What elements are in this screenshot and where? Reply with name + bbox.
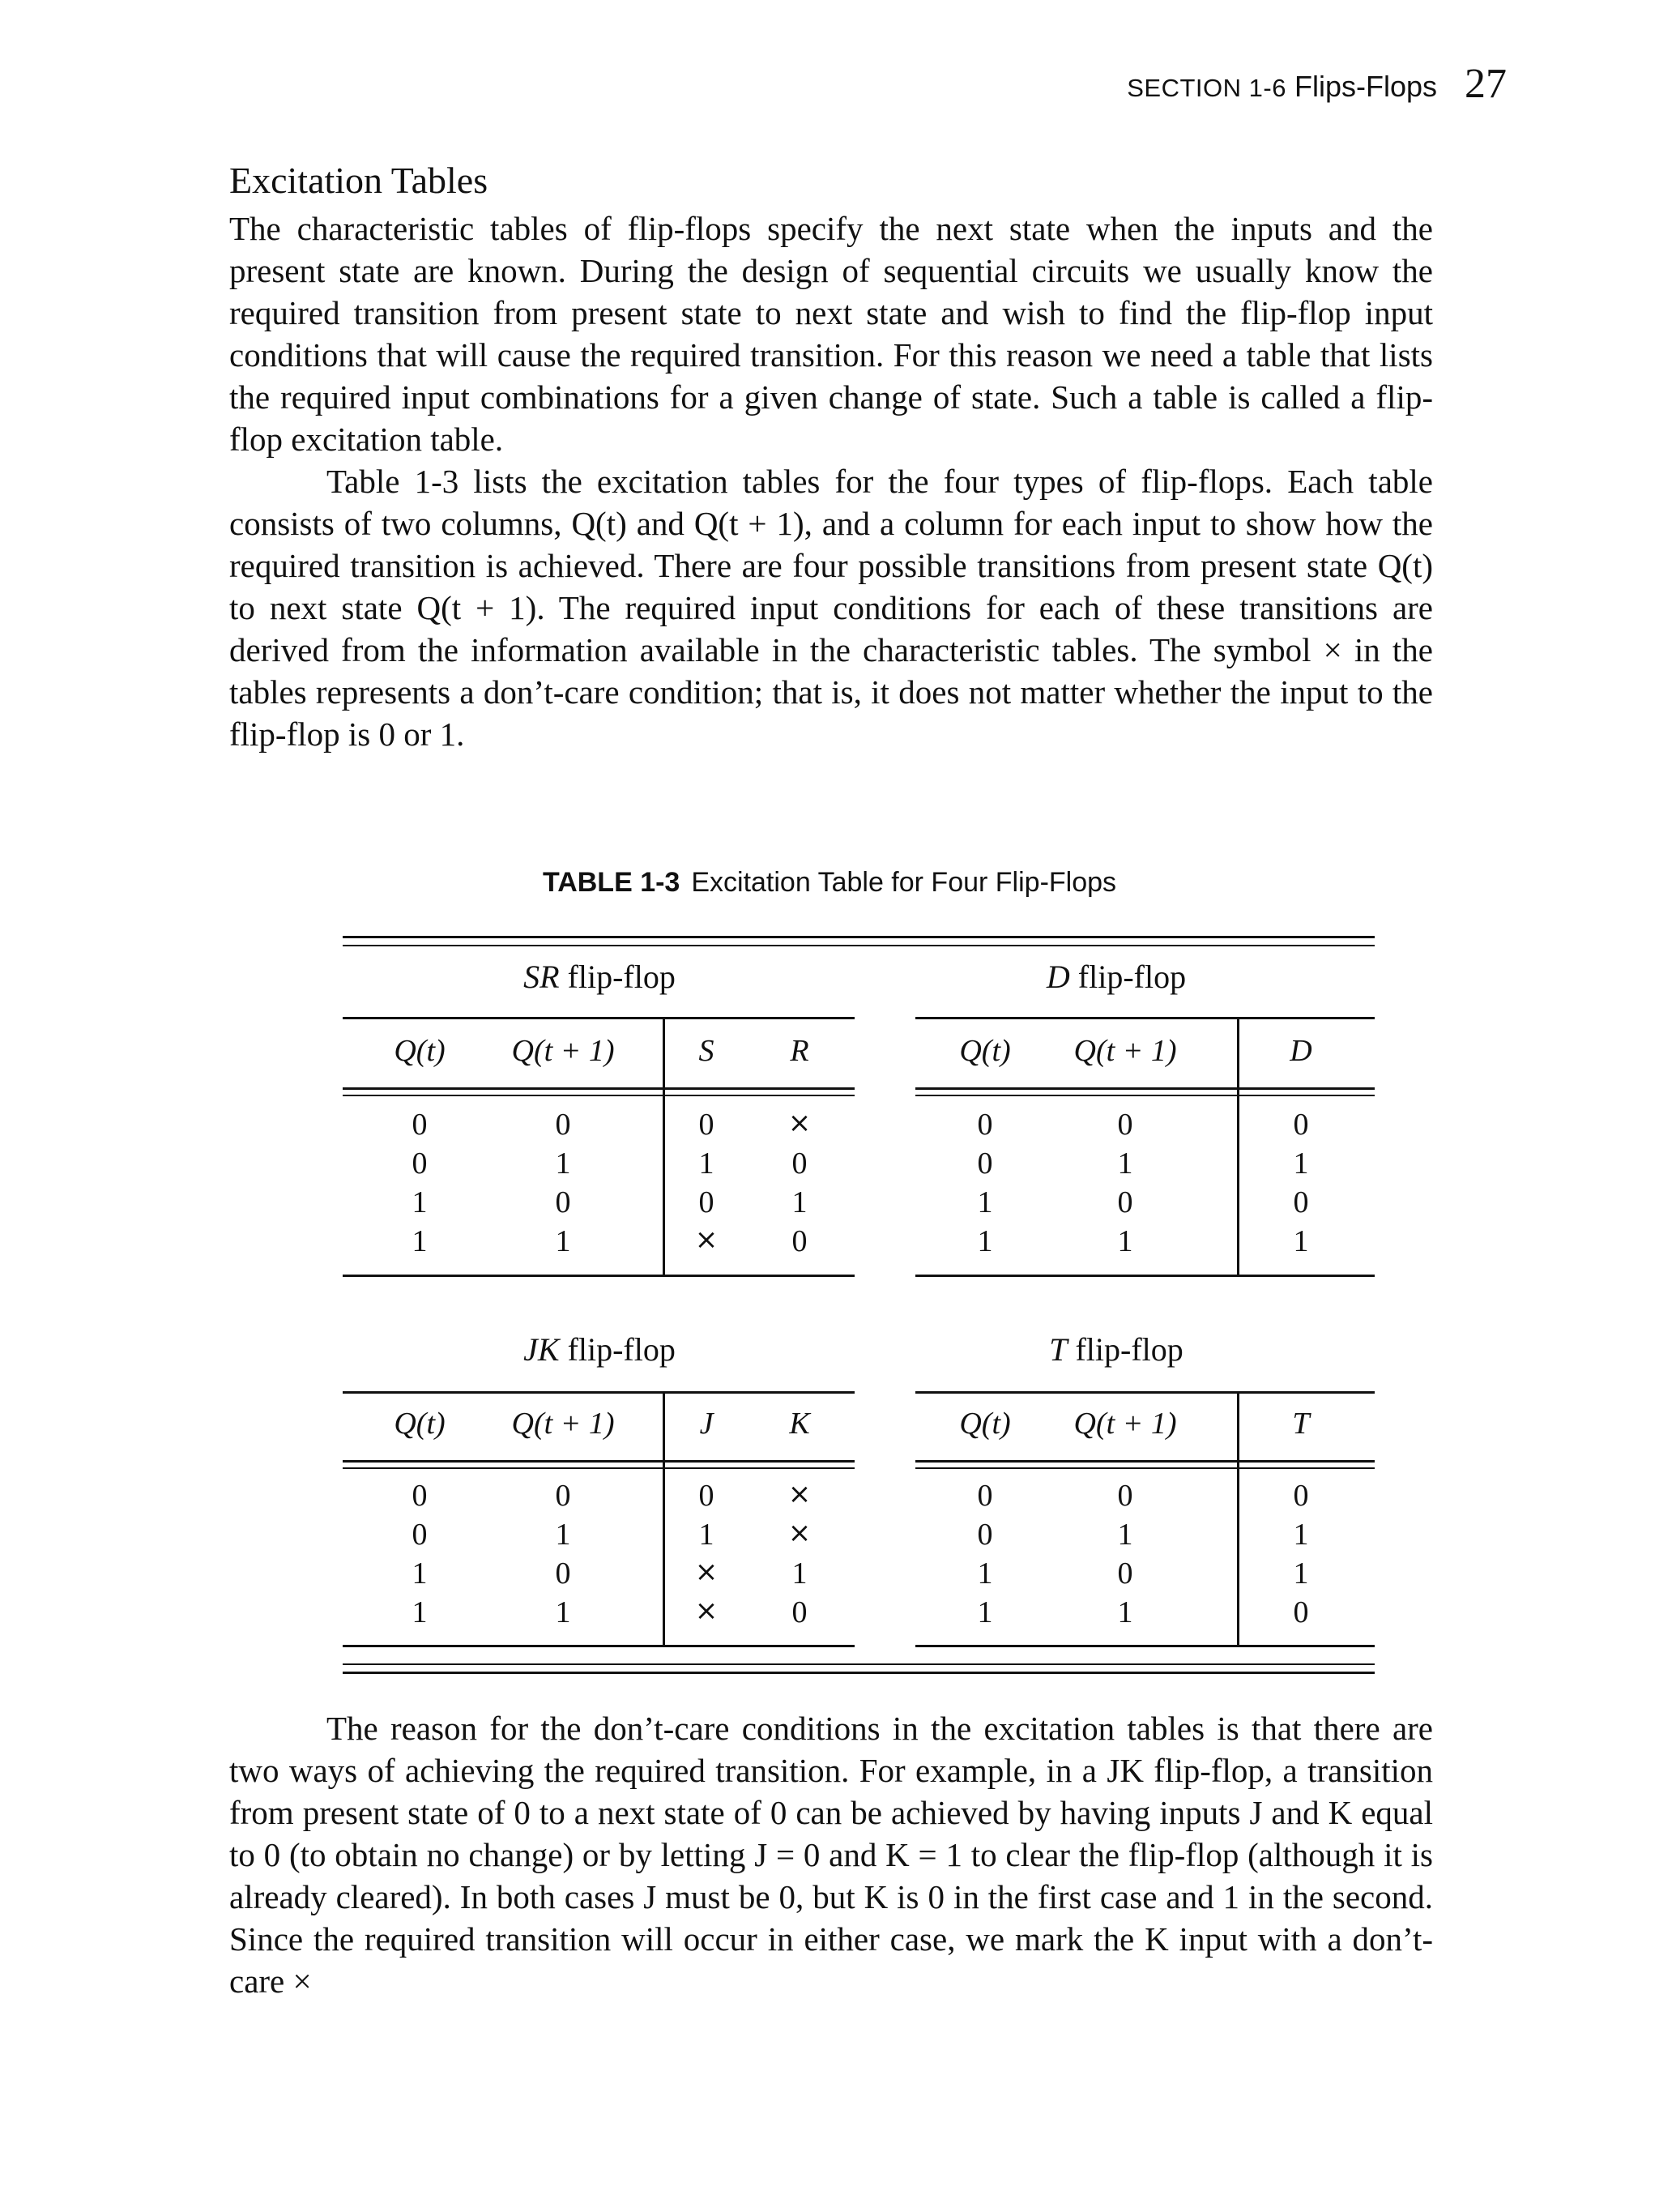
d-table-title-var: D	[1046, 959, 1070, 995]
t-table-cell-r0-c1: 0	[1117, 1479, 1133, 1513]
sr-table-cell-r0-c0: 0	[412, 1108, 428, 1142]
jk-table-title-rest: flip-flop	[559, 1331, 676, 1368]
sr-table-cell-r0-c3: ×	[787, 1107, 812, 1139]
jk-table-cell-r3-c2: ×	[694, 1595, 719, 1627]
t-table-title	[1049, 1330, 1183, 1369]
jk-table-column-divider	[663, 1391, 665, 1645]
t-table-header-2: T	[1292, 1407, 1310, 1441]
sr-table-column-divider	[663, 1017, 665, 1275]
t-table-header-bottom-rule-2	[915, 1467, 1375, 1469]
d-table-header-2: D	[1290, 1034, 1312, 1068]
jk-table-cell-r3-c0: 1	[412, 1595, 428, 1629]
d-table-cell-r2-c0: 1	[977, 1185, 993, 1219]
t-table-header-0: Q(t)	[959, 1407, 1011, 1441]
sr-table-cell-r2-c3: 1	[791, 1185, 808, 1219]
jk-table-cell-r2-c2: ×	[694, 1556, 719, 1588]
t-table-cell-r3-c1: 1	[1117, 1595, 1133, 1629]
jk-table-cell-r2-c3: 1	[791, 1557, 808, 1591]
sr-table-cell-r1-c3: 0	[791, 1147, 808, 1181]
jk-table-header-top-rule	[343, 1391, 855, 1394]
t-table-bottom-rule	[915, 1645, 1375, 1647]
d-table-cell-r0-c0: 0	[977, 1108, 993, 1142]
jk-table-cell-r0-c3: ×	[787, 1478, 812, 1510]
sr-table-header-0: Q(t)	[394, 1034, 446, 1068]
jk-table-header-bottom-rule-2	[343, 1467, 855, 1469]
d-table-header-1: Q(t + 1)	[1073, 1034, 1177, 1068]
t-table-header-top-rule	[915, 1391, 1375, 1394]
table-caption-text: Excitation Table for Four Flip-Flops	[691, 867, 1117, 898]
d-table-cell-r3-c0: 1	[977, 1224, 993, 1258]
jk-table-header-3: K	[789, 1407, 810, 1441]
d-table-cell-r2-c2: 0	[1293, 1185, 1309, 1219]
jk-table-header-2: J	[699, 1407, 714, 1441]
sr-table-cell-r3-c1: 1	[555, 1224, 571, 1258]
sr-table-cell-r3-c0: 1	[412, 1224, 428, 1258]
jk-table-cell-r3-c3: 0	[791, 1595, 808, 1629]
sr-table-cell-r2-c1: 0	[555, 1185, 571, 1219]
jk-table-header-1: Q(t + 1)	[511, 1407, 615, 1441]
jk-table-title	[523, 1330, 676, 1369]
section-heading: Excitation Tables	[229, 160, 488, 201]
d-table-column-divider	[1237, 1017, 1239, 1275]
sr-table-cell-r1-c1: 1	[555, 1147, 571, 1181]
jk-table-cell-r2-c0: 1	[412, 1557, 428, 1591]
table-bottom-rule-2	[343, 1672, 1375, 1674]
jk-table-cell-r1-c2: 1	[698, 1518, 714, 1552]
sr-table-cell-r1-c2: 1	[698, 1147, 714, 1181]
intro-text	[229, 207, 1433, 755]
jk-table-cell-r0-c2: 0	[698, 1479, 714, 1513]
d-table-title	[1047, 958, 1186, 996]
jk-table-header-0: Q(t)	[394, 1407, 446, 1441]
jk-table-cell-r1-c3: ×	[787, 1517, 812, 1549]
d-table-cell-r2-c1: 0	[1117, 1185, 1133, 1219]
jk-table-cell-r0-c0: 0	[412, 1479, 428, 1513]
jk-table-bottom-rule	[343, 1645, 855, 1647]
sr-table-header-top-rule	[343, 1017, 855, 1019]
section-running-title: Flips-Flops	[1294, 70, 1437, 103]
paragraph-1: The characteristic tables of flip-flops specify the next state when the inputs and the present state are known. During the design of sequential circuits we usually know the required transition from present state to next state and wish to find the flip-flop input conditions that will cause the required transition. For this reason we need a table that lists the required input combinations for a given change of state. Such a table is called a flip-flop excitation table.	[229, 210, 1433, 458]
table-caption-label: TABLE 1-3	[542, 867, 680, 898]
t-table-column-divider	[1237, 1391, 1239, 1645]
paragraph-3: The reason for the don’t-care conditions in the excitation tables is that there are two ways of achieving the required transition. For example, in a JK flip-flop, a transition from present state of 0 to a next state of 0 can be achieved by having inputs J and K equal to 0 (to obtain no change) or by letting J = 0 and K = 1 to clear the flip-flop (although it is already cleared). In both cases J must be 0, but K is 0 in the first case and 1 in the second. Since the required transition will occur in either case, we mark the K input with a don’t-care ×	[229, 1710, 1433, 2000]
t-table-title-var: T	[1049, 1331, 1068, 1368]
reason-text	[229, 1707, 1433, 2002]
sr-table-header-bottom-rule-1	[343, 1087, 855, 1090]
sr-table-cell-r2-c0: 1	[412, 1185, 428, 1219]
t-table-cell-r1-c1: 1	[1117, 1518, 1133, 1552]
jk-table-cell-r3-c1: 1	[555, 1595, 571, 1629]
sr-table-cell-r0-c1: 0	[555, 1108, 571, 1142]
t-table-cell-r0-c0: 0	[977, 1479, 993, 1513]
t-table-header-bottom-rule-1	[915, 1460, 1375, 1463]
d-table-cell-r0-c2: 0	[1293, 1108, 1309, 1142]
jk-table-cell-r1-c1: 1	[555, 1518, 571, 1552]
t-table-cell-r1-c0: 0	[977, 1518, 993, 1552]
sr-table-cell-r3-c3: 0	[791, 1224, 808, 1258]
t-table-cell-r0-c2: 0	[1293, 1479, 1309, 1513]
d-table-header-bottom-rule-2	[915, 1095, 1375, 1096]
t-table-cell-r3-c0: 1	[977, 1595, 993, 1629]
jk-table-title-var: JK	[523, 1331, 560, 1368]
sr-table-header-1: Q(t + 1)	[511, 1034, 615, 1068]
t-table-cell-r2-c0: 1	[977, 1557, 993, 1591]
page-number: 27	[1465, 61, 1507, 107]
jk-table-cell-r0-c1: 0	[555, 1479, 571, 1513]
sr-table-title-rest: flip-flop	[559, 959, 676, 995]
t-table-cell-r2-c1: 0	[1117, 1557, 1133, 1591]
jk-table-cell-r2-c1: 0	[555, 1557, 571, 1591]
d-table-cell-r3-c2: 1	[1293, 1224, 1309, 1258]
sr-table-cell-r2-c2: 0	[698, 1185, 714, 1219]
sr-table-title	[523, 958, 676, 996]
sr-table-cell-r1-c0: 0	[412, 1147, 428, 1181]
jk-table-cell-r1-c0: 0	[412, 1518, 428, 1552]
paragraph-2: Table 1-3 lists the excitation tables for the four types of flip-flops. Each table consists of two columns, Q(t) and Q(t + 1), and a column for each input to show how the required transition is achieved. There are four possible transitions from present state Q(t) to next state Q(t + 1). The required input conditions for each of these transitions are derived from the information available in the characteristic tables. The symbol × in the tables represents a don’t-care condition; that is, it does not matter whether the input to the flip-flop is 0 or 1.	[229, 463, 1433, 753]
d-table-header-top-rule	[915, 1017, 1375, 1019]
table-top-rule-2	[343, 945, 1375, 946]
sr-table-header-3: R	[790, 1034, 809, 1068]
d-table-cell-r1-c0: 0	[977, 1147, 993, 1181]
sr-table-bottom-rule	[343, 1275, 855, 1277]
d-table-title-rest: flip-flop	[1069, 959, 1187, 995]
d-table-cell-r3-c1: 1	[1117, 1224, 1133, 1258]
sr-table-title-var: SR	[523, 959, 560, 995]
t-table-header-1: Q(t + 1)	[1073, 1407, 1177, 1441]
d-table-cell-r0-c1: 0	[1117, 1108, 1133, 1142]
d-table-cell-r1-c1: 1	[1117, 1147, 1133, 1181]
sr-table-cell-r0-c2: 0	[698, 1108, 714, 1142]
d-table-header-bottom-rule-1	[915, 1087, 1375, 1090]
table-caption	[0, 867, 1659, 899]
d-table-cell-r1-c2: 1	[1293, 1147, 1309, 1181]
table-bottom-rule-1	[343, 1663, 1375, 1665]
t-table-title-rest: flip-flop	[1067, 1331, 1183, 1368]
sr-table-header-bottom-rule-2	[343, 1095, 855, 1096]
sr-table-header-2: S	[698, 1034, 714, 1068]
t-table-cell-r3-c2: 0	[1293, 1595, 1309, 1629]
running-header	[1127, 61, 1507, 107]
jk-table-header-bottom-rule-1	[343, 1460, 855, 1463]
section-label: SECTION 1-6	[1127, 74, 1286, 102]
sr-table-cell-r3-c2: ×	[694, 1223, 719, 1256]
t-table-cell-r2-c2: 1	[1293, 1557, 1309, 1591]
d-table-header-0: Q(t)	[959, 1034, 1011, 1068]
d-table-bottom-rule	[915, 1275, 1375, 1277]
t-table-cell-r1-c2: 1	[1293, 1518, 1309, 1552]
table-top-rule-1	[343, 936, 1375, 938]
